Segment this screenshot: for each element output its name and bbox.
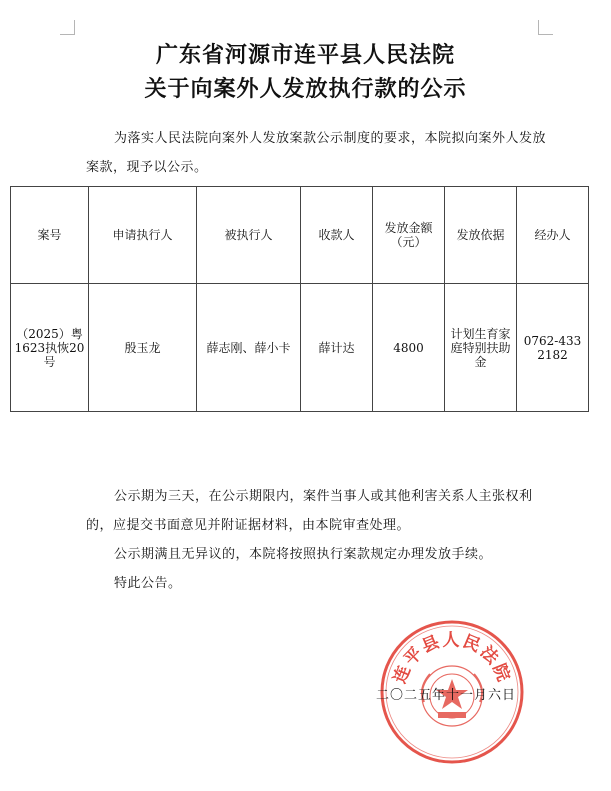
payment-table bbox=[10, 186, 589, 412]
header-amount: 发放金额（元） bbox=[373, 187, 445, 284]
cell-amount: 4800 bbox=[373, 284, 445, 412]
header-respondent: 被执行人 bbox=[197, 187, 301, 284]
document-date: 二〇二五年十一月六日 bbox=[376, 688, 517, 703]
header-handler: 经办人 bbox=[517, 187, 589, 284]
cell-basis: 计划生育家庭特别扶助金 bbox=[445, 284, 517, 412]
cell-handler: 0762-4332182 bbox=[517, 284, 589, 412]
intro-paragraph bbox=[86, 124, 556, 182]
notice-paragraph-1: 公示期为三天，在公示期限内，案件当事人或其他利害关系人主张权利的，应提交书面意见并附证据材料，由本院审查处理。 bbox=[86, 489, 533, 533]
header-case-number: 案号 bbox=[11, 187, 89, 284]
cell-payee: 薛计达 bbox=[301, 284, 373, 412]
intro-text: 为落实人民法院向案外人发放案款公示制度的要求，本院拟向案外人发放案款，现予以公示。 bbox=[86, 131, 547, 175]
page-corner-mark-right bbox=[538, 20, 553, 35]
svg-text:连平县人民法院: 连平县人民法院 bbox=[389, 630, 515, 687]
cell-respondent: 薛志刚、薛小卡 bbox=[197, 284, 301, 412]
notice-paragraph-3: 特此公告。 bbox=[114, 576, 182, 591]
header-basis: 发放依据 bbox=[445, 187, 517, 284]
notice-section bbox=[86, 482, 556, 598]
document-title: 广东省河源市连平县人民法院 bbox=[155, 43, 455, 68]
cell-applicant: 殷玉龙 bbox=[89, 284, 197, 412]
table-header-row bbox=[11, 187, 589, 284]
cell-case-number: （2025）粤1623执恢20号 bbox=[11, 284, 89, 412]
document-subtitle: 关于向案外人发放执行款的公示 bbox=[144, 77, 467, 102]
header-applicant: 申请执行人 bbox=[89, 187, 197, 284]
notice-paragraph-2: 公示期满且无异议的，本院将按照执行案款规定办理发放手续。 bbox=[114, 547, 493, 562]
page-corner-mark-left bbox=[60, 20, 75, 35]
header-payee: 收款人 bbox=[301, 187, 373, 284]
table-row bbox=[11, 284, 589, 412]
